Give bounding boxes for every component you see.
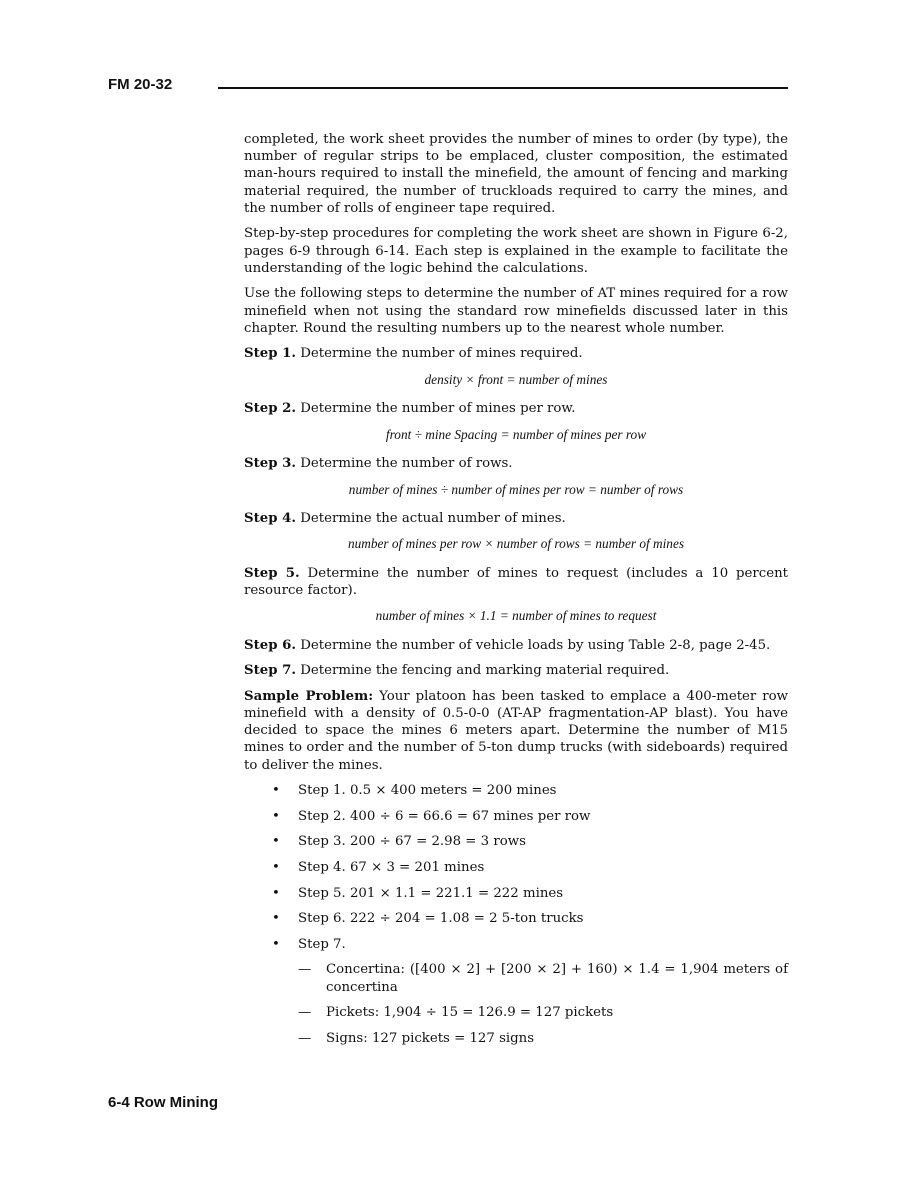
paragraph: Step-by-step procedures for completing the work sheet are shown in Figure 6-2, pages 6-9 through 6-14. Each step is explained in the example to facilitate the understanding of the logic behind the calculations. <box>244 226 788 276</box>
step-4 <box>244 510 788 527</box>
sample-problem-label: Sample Problem: <box>244 688 374 704</box>
formula: front ÷ mine Spacing = number of mines per row <box>385 426 647 442</box>
list-item <box>244 936 788 953</box>
list-item-text: Step 6. 222 ÷ 204 = 1.08 = 2 5-ton trucks <box>298 911 584 927</box>
step-7-sublist <box>244 961 788 1047</box>
sample-problem-text: Your platoon has been tasked to emplace a 400-meter row minefield with a density of 0.5-0-0 (AT-AP fragmentation-AP blast). You have decided to space the mines 6 meters apart. Determine the number of M15 mines to order and the number of 5-ton dump trucks (with sideboards) required to deliver the mines. <box>244 688 788 773</box>
step-text: Determine the number of mines required. <box>296 346 583 362</box>
sub-list-item <box>244 961 788 995</box>
list-item <box>244 885 788 902</box>
step-text: Determine the number of vehicle loads by using Table 2-8, page 2-45. <box>296 637 771 653</box>
step-1 <box>244 345 788 362</box>
step-text: Determine the number of rows. <box>296 456 513 471</box>
step-7 <box>244 662 788 679</box>
list-item-text: Step 3. 200 ÷ 67 = 2.98 = 3 rows <box>298 834 526 850</box>
list-item-text: Step 7. <box>298 936 346 952</box>
dash-icon: — <box>298 962 312 978</box>
page-body <box>244 131 788 1055</box>
sample-problem <box>244 688 788 774</box>
solution-list <box>244 782 788 953</box>
formula: number of mines × 1.1 = number of mines to request <box>375 608 657 624</box>
step-label: Step 7. <box>244 663 297 679</box>
bullet-icon: • <box>272 834 280 850</box>
step-label: Step 4. <box>244 510 297 526</box>
formula: density × front = number of mines <box>424 372 608 387</box>
list-item-text: Step 5. 201 × 1.1 = 221.1 = 222 mines <box>298 885 564 901</box>
list-item <box>244 833 788 850</box>
step-text: Determine the fencing and marking material required. <box>296 663 670 679</box>
step-text: Determine the number of mines to request (includes a 10 percent resource factor). <box>244 565 788 598</box>
step-5 <box>244 565 788 599</box>
list-item-text: Step 2. 400 ÷ 6 = 66.6 = 67 mines per row <box>298 808 591 824</box>
bullet-icon: • <box>272 911 280 927</box>
bullet-icon: • <box>272 859 280 875</box>
step-text: Determine the actual number of mines. <box>296 510 566 526</box>
running-footer: 6-4 Row Mining <box>108 1094 218 1111</box>
step-label: Step 3. <box>244 456 297 471</box>
list-item <box>244 782 788 799</box>
sub-list-item-text: Pickets: 1,904 ÷ 15 = 126.9 = 127 pickets <box>326 1005 614 1021</box>
sub-list-item <box>244 1004 788 1021</box>
step-2 <box>244 400 788 417</box>
step-label: Step 1. <box>244 346 297 362</box>
bullet-icon: • <box>272 936 280 952</box>
running-header: FM 20-32 <box>108 76 173 93</box>
paragraph: completed, the work sheet provides the number of mines to order (by type), the number of regular strips to be emplaced, cluster composition, the estimated man-hours required to install the minefield, the amount of fencing and marking material required, the number of truckloads required to carry the mines, and the number of rolls of engineer tape required. <box>244 132 788 216</box>
step-3 <box>244 455 788 472</box>
list-item <box>244 859 788 876</box>
step-text: Determine the number of mines per row. <box>296 401 576 417</box>
step-6 <box>244 637 788 654</box>
formula: number of mines ÷ number of mines per row = number of rows <box>348 481 684 497</box>
bullet-icon: • <box>272 783 280 799</box>
formula: number of mines per row × number of rows = number of mines <box>347 536 685 552</box>
step-label: Step 2. <box>244 401 297 417</box>
paragraph: Use the following steps to determine the number of AT mines required for a row minefield when not using the standard row minefields discussed later in this chapter. Round the resulting numbers up to the nearest whole number. <box>244 286 788 336</box>
list-item-text: Step 4. 67 × 3 = 201 mines <box>298 859 485 875</box>
bullet-icon: • <box>272 808 280 824</box>
dash-icon: — <box>298 1005 312 1021</box>
step-label: Step 5. <box>244 565 300 581</box>
header-rule <box>218 87 788 89</box>
dash-icon: — <box>298 1030 312 1046</box>
step-label: Step 6. <box>244 637 297 653</box>
sub-list-item-text: Signs: 127 pickets = 127 signs <box>326 1030 535 1046</box>
sub-list-item <box>244 1030 788 1047</box>
list-item <box>244 808 788 825</box>
list-item <box>244 910 788 927</box>
list-item-text: Step 1. 0.5 × 400 meters = 200 mines <box>298 783 557 799</box>
bullet-icon: • <box>272 885 280 901</box>
sub-list-item-text: Concertina: ([400 × 2] + [200 × 2] + 160) × 1.4 = 1,904 meters of concertina <box>326 962 788 995</box>
